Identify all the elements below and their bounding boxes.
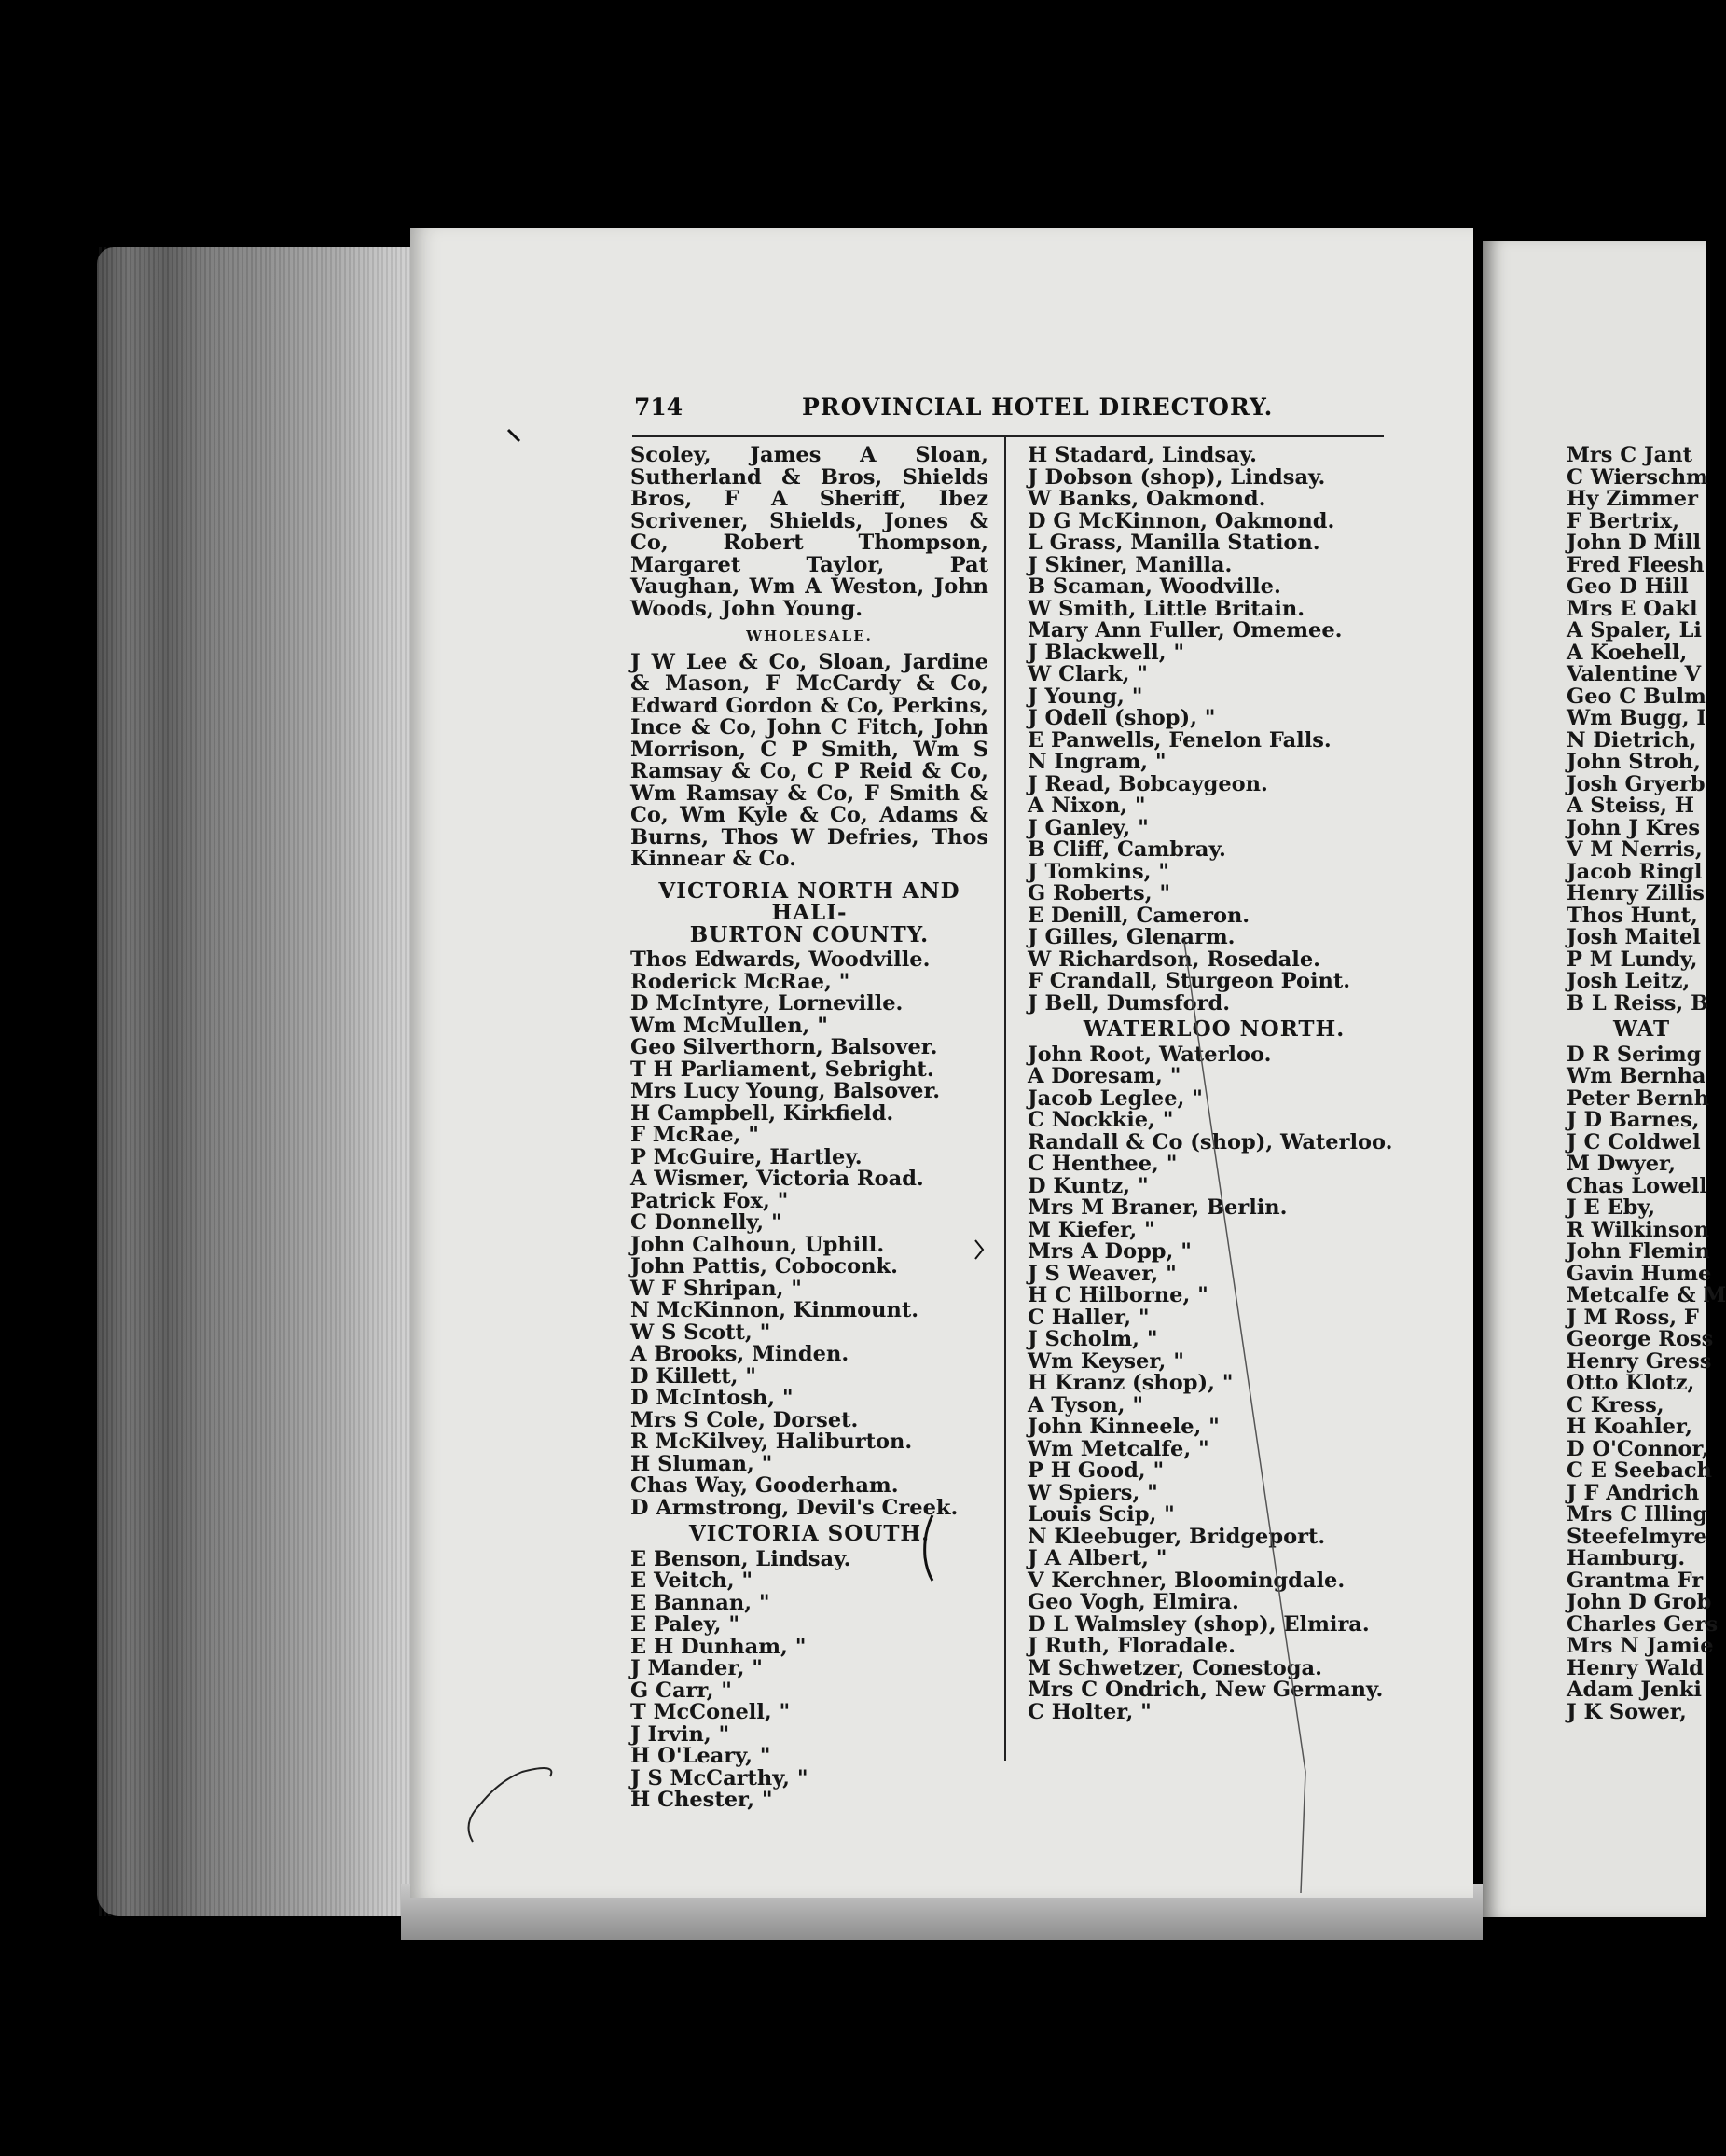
directory-entry: J Irvin, " xyxy=(630,1721,730,1747)
directory-entry: Louis Scip, " xyxy=(1028,1502,1175,1527)
directory-entry: Henry Wald xyxy=(1567,1655,1704,1680)
directory-entry: Wm Bernha xyxy=(1567,1064,1706,1088)
directory-entry: E Benson, Lindsay. xyxy=(630,1546,851,1571)
directory-entry: D R Serimg xyxy=(1567,1042,1702,1067)
directory-entry: F Bertrix, xyxy=(1567,508,1680,533)
directory-entry: D G McKinnon, Oakmond. xyxy=(1028,508,1335,533)
section-heading-waterloo-partial: WAT xyxy=(1613,1016,1671,1042)
directory-entry: R Wilkinson xyxy=(1567,1217,1710,1242)
directory-entry: John D Mill xyxy=(1567,531,1702,555)
directory-entry: George Ross xyxy=(1567,1327,1714,1351)
directory-entry: C Henthee, " xyxy=(1028,1152,1178,1176)
directory-entry: M Dwyer, xyxy=(1567,1152,1677,1176)
directory-entry: Henry Zillis xyxy=(1567,881,1705,905)
directory-entry: N Kleebuger, Bridgeport. xyxy=(1028,1524,1326,1549)
directory-entry: Grantma Fr xyxy=(1567,1568,1704,1593)
directory-entry: W Clark, " xyxy=(1028,662,1148,686)
directory-entry: W Smith, Little Britain. xyxy=(1028,596,1305,621)
directory-entry: E Bannan, " xyxy=(630,1590,770,1615)
directory-entry: Hamburg. xyxy=(1567,1546,1686,1570)
directory-entry: A Tyson, " xyxy=(1028,1392,1144,1417)
directory-entry: H Chester, " xyxy=(630,1788,773,1812)
directory-entry: J C Coldwel xyxy=(1567,1129,1701,1154)
directory-entry: Henry Gress xyxy=(1567,1348,1712,1374)
directory-entry: John J Kres xyxy=(1567,815,1701,840)
directory-entry: G Carr, " xyxy=(630,1678,732,1703)
wholesale-heading: WHOLESALE. xyxy=(746,628,873,644)
directory-entry: J M Ross, F xyxy=(1567,1305,1699,1330)
directory-entry: H Sluman, " xyxy=(630,1451,773,1476)
directory-entry: C Haller, " xyxy=(1028,1305,1150,1330)
directory-entry: G Roberts, " xyxy=(1028,881,1171,905)
directory-entry: J S Weaver, " xyxy=(1028,1261,1177,1286)
directory-entry: Mrs C Jant xyxy=(1567,443,1692,467)
directory-entry: C Holter, " xyxy=(1028,1699,1152,1724)
directory-entry: J Gilles, Glenarm. xyxy=(1028,925,1236,949)
directory-entry: John Calhoun, Uphill. xyxy=(630,1232,885,1257)
directory-entry: L Grass, Manilla Station. xyxy=(1028,531,1320,555)
directory-entry: D McIntosh, " xyxy=(630,1386,794,1410)
directory-entry: J Read, Bobcaygeon. xyxy=(1028,771,1268,796)
directory-entry: C Kress, xyxy=(1567,1392,1664,1417)
directory-entry: Otto Klotz, xyxy=(1567,1371,1695,1395)
directory-entry: Geo Silverthorn, Balsover. xyxy=(630,1035,938,1059)
directory-entry: C Wierschm xyxy=(1567,464,1708,490)
directory-entry: E Denill, Cameron. xyxy=(1028,903,1250,928)
directory-entry: F Crandall, Sturgeon Point. xyxy=(1028,969,1351,993)
directory-entry: J Skiner, Manilla. xyxy=(1028,552,1233,577)
directory-entry: Josh Gryerb xyxy=(1567,771,1705,796)
wholesale-paragraph: J W Lee & Co, Sloan, Jardine & Mason, F McCardy & Co, Edward Gordon & Co, Perkins, Ince & Co, John C Fitch, John Morrison, C P Smith, Wm S Ramsay & Co, C P Reid & Co, Wm Ramsay & Co, F Smith & Co, Wm Kyle & Co, Adams & Burns, Thos W Defries, Thos Kinnear & Co. xyxy=(630,649,988,871)
directory-entry: R McKilvey, Haliburton. xyxy=(630,1430,913,1454)
directory-entry: Steefelmyre xyxy=(1567,1524,1707,1549)
directory-entry: J Odell (shop), " xyxy=(1028,706,1216,730)
directory-entry: J A Albert, " xyxy=(1028,1546,1167,1570)
directory-entry: E Paley, " xyxy=(630,1612,740,1637)
directory-entry: C Donnelly, " xyxy=(630,1210,782,1235)
directory-entry: D Armstrong, Devil's Creek. xyxy=(630,1495,959,1520)
directory-entry: W S Scott, " xyxy=(630,1320,771,1345)
directory-entry: J K Sower, xyxy=(1567,1699,1687,1724)
directory-entry: A Doresam, " xyxy=(1028,1064,1181,1088)
directory-entry: John Pattis, Coboconk. xyxy=(630,1254,898,1278)
directory-entry: Wm McMullen, " xyxy=(630,1013,828,1038)
directory-entry: J F Andrich xyxy=(1567,1480,1700,1505)
directory-entry: Fred Fleesh xyxy=(1567,552,1705,577)
directory-entry: D Killett, " xyxy=(630,1363,757,1389)
directory-entry: A Brooks, Minden. xyxy=(630,1342,849,1366)
directory-entry: M Schwetzer, Conestoga. xyxy=(1028,1655,1322,1680)
directory-entry: M Kiefer, " xyxy=(1028,1217,1155,1242)
directory-entry: J D Barnes, xyxy=(1567,1108,1700,1132)
directory-entry: W Richardson, Rosedale. xyxy=(1028,947,1320,972)
running-title: PROVINCIAL HOTEL DIRECTORY. xyxy=(802,394,1274,421)
directory-entry: Mrs M Braner, Berlin. xyxy=(1028,1195,1288,1220)
directory-entry: J Scholm, " xyxy=(1028,1327,1158,1351)
retail-list-paragraph: Scoley, James A Sloan, Sutherland & Bros, Shields Bros, F A Sheriff, Ibez Scrivener, Shields, Jones & Co, Robert Thompson, Margaret Taylor, Pat Vaughan, Wm A Weston, John Woods, John Young. xyxy=(630,443,988,621)
directory-entry: John Root, Waterloo. xyxy=(1028,1042,1272,1067)
directory-entry: E Veitch, " xyxy=(630,1569,753,1593)
directory-entry: J Mander, " xyxy=(630,1656,763,1680)
directory-entry: John D Grob xyxy=(1567,1590,1712,1614)
directory-entry: J S McCarthy, " xyxy=(630,1765,808,1790)
directory-entry: T H Parliament, Sebright. xyxy=(630,1057,934,1082)
directory-entry: Mrs C Illing xyxy=(1567,1502,1708,1527)
directory-entry: A Steiss, H xyxy=(1567,794,1695,818)
directory-entry: Josh Maitel xyxy=(1567,925,1701,949)
directory-entry: Mrs C Ondrich, New Germany. xyxy=(1028,1678,1384,1702)
directory-entry: Hy Zimmer xyxy=(1567,487,1698,511)
directory-entry: N Ingram, " xyxy=(1028,750,1167,774)
directory-entry: A Spaler, Li xyxy=(1567,618,1702,643)
directory-entry: W Spiers, " xyxy=(1028,1480,1158,1505)
page-crease-line xyxy=(1184,942,1305,1893)
directory-entry: Roderick McRae, " xyxy=(630,969,850,994)
section-heading-victoria-north-l2: BURTON COUNTY. xyxy=(689,921,930,947)
directory-entry: Charles Gers xyxy=(1567,1611,1719,1637)
directory-entry: Geo D Hill xyxy=(1567,574,1689,599)
directory-entry: Jacob Ringl xyxy=(1567,859,1703,884)
directory-entry: J Bell, Dumsford. xyxy=(1028,990,1231,1016)
directory-entry: Geo Vogh, Elmira. xyxy=(1028,1590,1239,1614)
directory-entry: W Banks, Oakmond. xyxy=(1028,487,1266,511)
directory-entry: C E Seebach xyxy=(1567,1458,1712,1483)
directory-entry: P McGuire, Hartley. xyxy=(630,1144,863,1169)
directory-entry: J Dobson (shop), Lindsay. xyxy=(1028,464,1326,490)
directory-entry: P H Good, " xyxy=(1028,1458,1165,1483)
directory-entry: John Stroh, xyxy=(1567,750,1701,774)
directory-entry: J Tomkins, " xyxy=(1028,859,1170,884)
directory-entry: B L Reiss, B xyxy=(1567,990,1709,1016)
pen-bracket-mark xyxy=(925,1515,932,1581)
directory-entry: Peter Bernh xyxy=(1567,1085,1709,1111)
directory-entry: D Kuntz, " xyxy=(1028,1173,1149,1198)
directory-entry: Patrick Fox, " xyxy=(630,1188,789,1213)
directory-entry: Wm Bugg, I xyxy=(1567,706,1706,730)
directory-entry: N McKinnon, Kinmount. xyxy=(630,1298,919,1322)
directory-entry: Jacob Leglee, " xyxy=(1028,1085,1203,1111)
directory-entry: C Nockkie, " xyxy=(1028,1108,1174,1132)
directory-entry: Wm Keyser, " xyxy=(1028,1348,1184,1374)
directory-entry: Thos Edwards, Woodville. xyxy=(630,947,931,972)
directory-entry: B Scaman, Woodville. xyxy=(1028,574,1281,599)
directory-entry: Wm Metcalfe, " xyxy=(1028,1436,1209,1461)
directory-entry: Mary Ann Fuller, Omemee. xyxy=(1028,618,1343,643)
section-heading-waterloo-north: WATERLOO NORTH. xyxy=(1083,1016,1346,1042)
directory-entry: H Koahler, xyxy=(1567,1415,1693,1439)
pen-arrow-mark xyxy=(975,1240,983,1259)
directory-entry: Thos Hunt, xyxy=(1567,903,1698,928)
directory-entry: D McIntyre, Lorneville. xyxy=(630,991,904,1016)
directory-entry: Mrs A Dopp, " xyxy=(1028,1239,1192,1264)
directory-entry: Valentine V xyxy=(1567,662,1702,686)
directory-entry: J Ganley, " xyxy=(1028,815,1149,840)
directory-entry: A Nixon, " xyxy=(1028,794,1146,818)
directory-entry: E Panwells, Fenelon Falls. xyxy=(1028,727,1332,753)
directory-entry: Mrs N Jamie xyxy=(1567,1634,1714,1658)
directory-entry: Josh Leitz, xyxy=(1567,969,1691,993)
section-heading-victoria-north-l1: VICTORIA NORTH AND HALI- xyxy=(658,878,960,925)
directory-entry: J Young, " xyxy=(1028,684,1143,709)
directory-entry: V M Nerris, xyxy=(1567,837,1703,862)
directory-entry: H Kranz (shop), " xyxy=(1028,1371,1234,1395)
directory-entry: J Blackwell, " xyxy=(1028,640,1185,665)
directory-entry: A Koehell, xyxy=(1567,640,1688,665)
directory-entry: John Flemin xyxy=(1567,1239,1710,1264)
directory-entry: B Cliff, Cambray. xyxy=(1028,837,1226,862)
directory-entry: Gavin Hume xyxy=(1567,1261,1712,1286)
directory-entry: Mrs S Cole, Dorset. xyxy=(630,1407,859,1432)
directory-entry: Geo C Bulm xyxy=(1567,684,1706,709)
directory-entry: J Ruth, Floradale. xyxy=(1028,1634,1236,1658)
page-number: 714 xyxy=(634,394,683,421)
directory-entry: H Stadard, Lindsay. xyxy=(1028,443,1257,467)
directory-entry: H C Hilborne, " xyxy=(1028,1283,1208,1307)
directory-entry: N Dietrich, xyxy=(1567,727,1697,753)
directory-entry: H O'Leary, " xyxy=(630,1744,771,1768)
directory-entry: Adam Jenki xyxy=(1567,1678,1702,1702)
directory-entry: D L Walmsley (shop), Elmira. xyxy=(1028,1611,1370,1637)
directory-entry: J E Eby, xyxy=(1567,1195,1656,1220)
directory-entry: F McRae, " xyxy=(630,1123,759,1147)
directory-entry: Mrs Lucy Young, Balsover. xyxy=(630,1079,941,1103)
directory-entry: P M Lundy, xyxy=(1567,947,1698,972)
directory-entry: W F Shripan, " xyxy=(630,1276,802,1301)
section-heading-victoria-south: VICTORIA SOUTH. xyxy=(688,1521,931,1546)
directory-entry: Randall & Co (shop), Waterloo. xyxy=(1028,1129,1393,1154)
directory-entry: A Wismer, Victoria Road. xyxy=(630,1167,924,1191)
directory-entry: D O'Connor, xyxy=(1567,1436,1709,1461)
directory-entry: Chas Lowell xyxy=(1567,1173,1707,1198)
pen-squiggle-mark xyxy=(469,1768,552,1842)
directory-entry: Mrs E Oakl xyxy=(1567,596,1698,621)
directory-entry: H Campbell, Kirkfield. xyxy=(630,1100,894,1126)
directory-entry: Chas Way, Gooderham. xyxy=(630,1473,899,1498)
directory-entry: T McConell, " xyxy=(630,1700,791,1724)
directory-entry: V Kerchner, Bloomingdale. xyxy=(1028,1568,1346,1593)
pen-tick-mark xyxy=(508,430,519,441)
directory-entry: Metcalfe & M xyxy=(1567,1283,1726,1307)
directory-entry: John Kinneele, " xyxy=(1028,1415,1220,1439)
directory-entry: E H Dunham, " xyxy=(630,1634,807,1659)
